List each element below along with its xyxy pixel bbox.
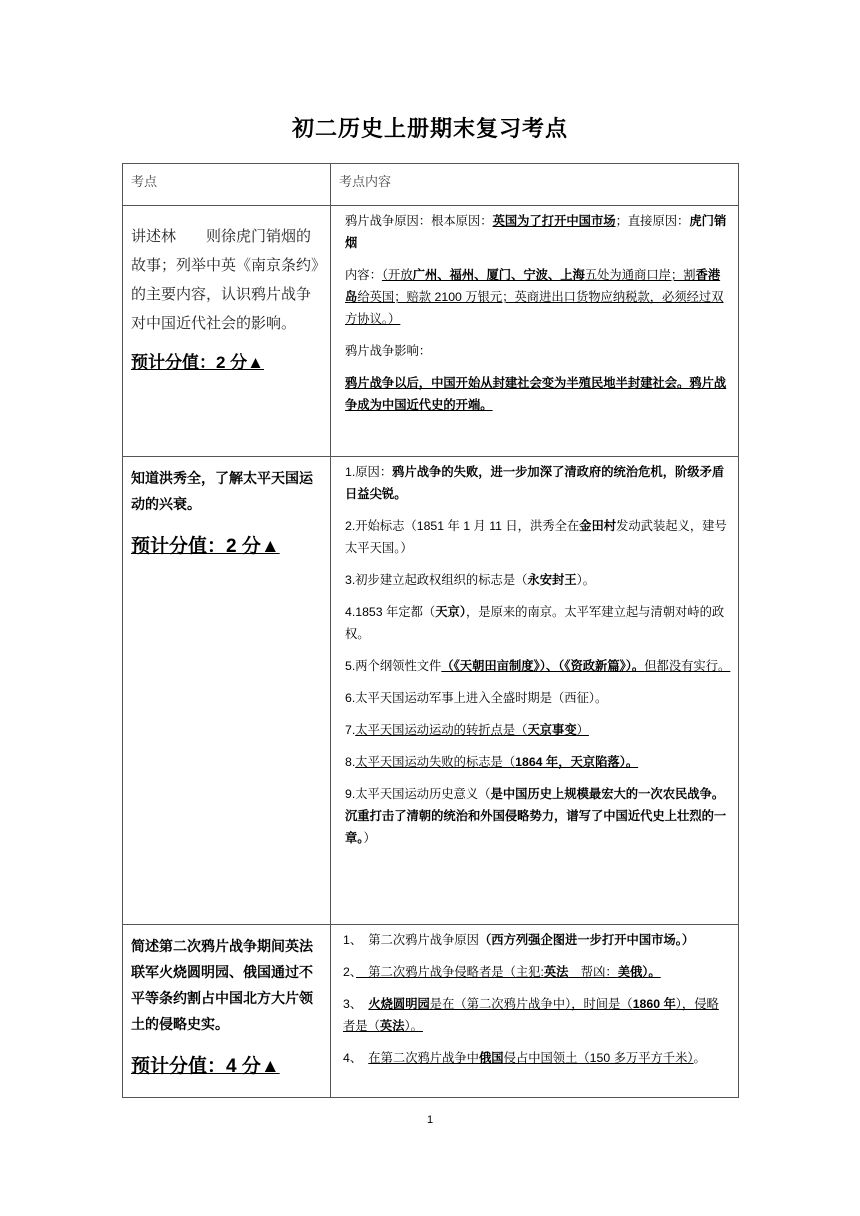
table-header-row (123, 164, 739, 206)
content-cell (331, 925, 739, 1098)
score-label: 预计分值：2 分▲ (131, 536, 280, 557)
page-title: 初二历史上册期末复习考点 (291, 116, 568, 141)
header-content: 考点内容 (331, 164, 739, 206)
list-item: 1.原因：鸦片战争的失败，进一步加深了清政府的统治危机，阶级矛盾日益尖锐。 (345, 465, 725, 501)
table-row (123, 206, 739, 457)
content-cell (331, 457, 739, 925)
list-item: 7.太平天国运动运动的转折点是（天京事变） (345, 723, 589, 737)
list-item: 4.1853 年定都（天京），是原来的南京。太平军建立起与清朝对峙的政权。 (345, 605, 725, 641)
impact-text: 鸦片战争以后，中国开始从封建社会变为半殖民地半封建社会。鸦片战争成为中国近代史的开端。 (345, 376, 727, 412)
list-item: 2.开始标志（1851 年 1 月 11 日，洪秀全在金田村发动武装起义，建号太平天国。） (345, 519, 727, 555)
header-topic: 考点 (123, 164, 331, 206)
review-table (122, 163, 739, 1098)
topic-text: 简述第二次鸦片战争期间英法联军火烧圆明园、俄国通过不平等条约割占中国北方大片领土的侵略史实。 (131, 938, 313, 1032)
list-item: 3.初步建立起政权组织的标志是（永安封王）。 (345, 573, 596, 587)
score-label: 预计分值：4 分▲ (131, 1056, 280, 1077)
topic-cell (123, 457, 331, 925)
page-number: 1 (426, 1114, 434, 1126)
table-row (123, 457, 739, 925)
topic-text: 讲述林 则徐虎门销烟的故事；列举中英《南京条约》的主要内容，认识鸦片战争对中国近代社会的影响。 (131, 227, 319, 332)
list-item: 2、 第二次鸦片战争侵略者是（主犯:英法 帮凶：美俄）。 (343, 965, 661, 979)
topic-cell (123, 206, 331, 457)
list-item: 4、 在第二次鸦片战争中俄国侵占中国领土（150 多万平方千米）。 (343, 1051, 706, 1065)
list-item: 3、 火烧圆明园是在（第二次鸦片战争中），时间是（1860 年），侵略者是（英法）。 (343, 997, 719, 1033)
impact-label: 鸦片战争影响： (345, 344, 432, 358)
score-label: 预计分值：2 分▲ (131, 353, 265, 372)
list-item: 1、 第二次鸦片战争原因（西方列强企图进一步打开中国市场。） (343, 933, 695, 947)
content-line: 内容：（开放广州、福州、厦门、宁波、上海五处为通商口岸；割香港岛给英国；赔款 2100 万银元；英商进出口货物应纳税款，必须经过双方协议。） (345, 268, 724, 326)
topic-text: 知道洪秀全，了解太平天国运动的兴衰。 (131, 470, 313, 512)
table-row (123, 925, 739, 1098)
list-item: 6.太平天国运动军事上进入全盛时期是（西征）。 (345, 691, 608, 705)
list-item: 8.太平天国运动失败的标志是（1864 年，天京陷落）。 (345, 755, 639, 769)
content-cell (331, 206, 739, 457)
list-item: 9.太平天国运动历史意义（是中国历史上规模最宏大的一次农民战争。沉重打击了清朝的统治和外国侵略势力，谱写了中国近代史上壮烈的一章。） (345, 787, 727, 845)
topic-cell (123, 925, 331, 1098)
cause-line: 鸦片战争原因：根本原因：英国为了打开中国市场；直接原因：虎门销烟 (345, 214, 727, 250)
list-item: 5.两个纲领性文件（《天朝田亩制度》）、（《资政新篇》）。但都没有实行。 (345, 659, 731, 673)
